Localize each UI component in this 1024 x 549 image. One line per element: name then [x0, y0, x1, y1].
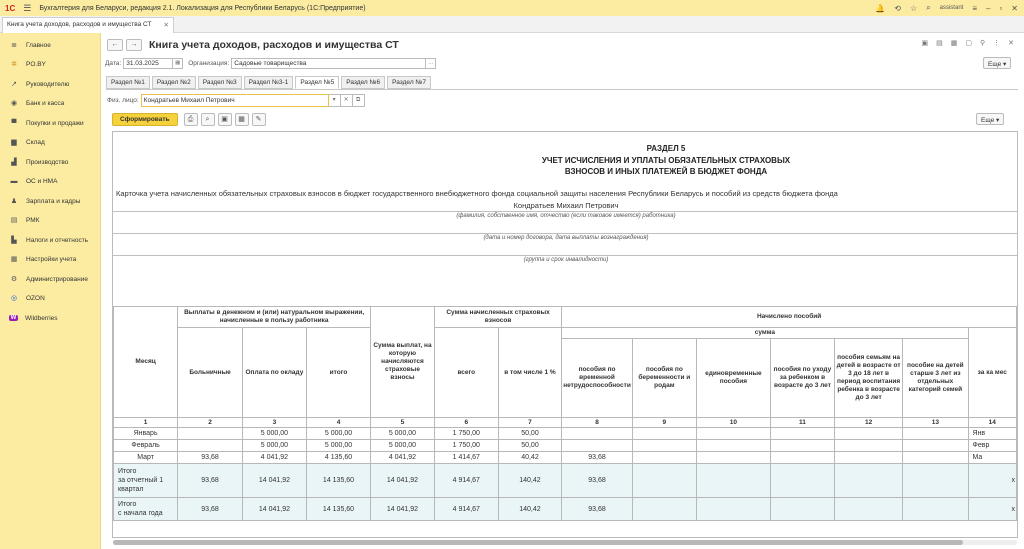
hdr-benefits: Начислено пособий: [562, 307, 1017, 328]
sidebar-item-label: РМК: [26, 216, 40, 224]
date-label: Дата:: [105, 59, 122, 67]
cell-tail: х: [968, 498, 1016, 521]
sidebar-item-warehouse[interactable]: [0, 133, 101, 151]
more-vert-icon[interactable]: ⋮: [993, 40, 1001, 47]
cell-tail: Ма: [968, 452, 1016, 464]
person-dropdown-icon[interactable]: ▾: [329, 94, 341, 107]
cell-empty: [696, 440, 770, 452]
cell-contrib: 1 750,00: [434, 440, 498, 452]
cell-empty: [696, 428, 770, 440]
cell-pct1: 50,00: [498, 440, 562, 452]
col-num: 12: [834, 418, 902, 428]
sidebar-item-wildberries[interactable]: [0, 309, 101, 327]
sidebar-item-production[interactable]: [0, 153, 101, 171]
sidebar-item-label: Покупки и продажи: [26, 119, 84, 127]
cell-empty: [903, 464, 968, 498]
cart-icon: ▀: [11, 119, 17, 127]
col-num: 8: [562, 418, 633, 428]
cell-total: 14 135,60: [306, 498, 370, 521]
hdr-b-family: пособия семьям на детей в возрасте от 3 до 18 лет в период воспитания ребенка в возрасте до 3 лет: [834, 339, 902, 418]
col-num: 5: [371, 418, 435, 428]
bell-icon[interactable]: 🔔: [875, 3, 886, 13]
cell-empty: [632, 452, 696, 464]
user-name[interactable]: assistant: [939, 5, 964, 11]
app-title: Бухгалтерия для Беларуси, редакция 2.1. Локализация для Республики Беларусь (1С:Предприятие): [39, 4, 366, 12]
hdr-contrib-all: всего: [434, 328, 498, 418]
cell-empty: [632, 498, 696, 521]
cell-empty: [632, 440, 696, 452]
sidebar-item-manager[interactable]: [0, 75, 101, 93]
preview-button[interactable]: ⌕: [201, 113, 215, 126]
cell-temp: 93,68: [562, 498, 633, 521]
hdr-b-once: единовременные пособия: [696, 339, 770, 418]
main-form: [101, 33, 1024, 549]
hdr-salary: Оплата по окладу: [242, 328, 306, 418]
sidebar-item-label: Администрирование: [26, 275, 88, 283]
total-label: Итого с начала года: [118, 501, 163, 517]
cell-empty: [770, 440, 834, 452]
chart-line-icon: ↗: [11, 81, 17, 88]
sidebar-item-label: ОС и НМА: [26, 177, 58, 185]
cell-temp: [562, 440, 633, 452]
star-icon[interactable]: ☆: [909, 3, 918, 13]
sidebar-item-label: Руководителю: [26, 80, 70, 88]
cell-total: 5 000,00: [306, 428, 370, 440]
cell-insured: 5 000,00: [371, 440, 435, 452]
sidebar-item-bank[interactable]: [0, 94, 101, 112]
card-person-name: Кондратьев Михаил Петрович: [513, 201, 619, 210]
hdr-contrib: Сумма начисленных страховых взносов: [434, 307, 561, 328]
hdr-month: Месяц: [114, 307, 178, 418]
card-description: Карточка учета начисленных обязательных страховых взносов в бюджет государственного внебюджетного фонда социальной защиты населения Республики Беларусь и пособий из средств бюджета фонда: [116, 189, 838, 198]
menu-icon: ≣: [11, 42, 17, 49]
admin-gear-icon: ⚙: [10, 276, 18, 283]
cell-total: 5 000,00: [306, 440, 370, 452]
col-num: 13: [903, 418, 968, 428]
cell-salary: 14 041,92: [242, 498, 306, 521]
sidebar-item-label: PO.BY: [26, 60, 46, 68]
cell-contrib: 1 750,00: [434, 428, 498, 440]
cell-empty: [770, 428, 834, 440]
report-title-3: ВЗНОСОВ И ИНЫХ ПЛАТЕЖЕЙ В БЮДЖЕТ ФОНДА: [564, 167, 768, 176]
cell-salary: 14 041,92: [242, 464, 306, 498]
cell-sick: [178, 440, 243, 452]
sidebar-item-label: Склад: [26, 138, 45, 146]
compare-icon[interactable]: ▢: [965, 40, 972, 47]
sidebar-item-purchases[interactable]: [0, 114, 101, 132]
cell-total: 14 135,60: [306, 464, 370, 498]
sidebar-item-label: Настройки учета: [26, 255, 77, 263]
cell-empty: [696, 498, 770, 521]
cell-empty: [632, 464, 696, 498]
cell-tail: х: [968, 464, 1016, 498]
cell-salary: 5 000,00: [242, 440, 306, 452]
cell-empty: [903, 428, 968, 440]
form-more-button[interactable]: Еще ▾: [983, 57, 1011, 69]
cell-total-label: [114, 464, 178, 498]
sidebar-item-label: Зарплата и кадры: [26, 197, 81, 205]
person-field[interactable]: Кондратьев Михаил Петрович: [141, 94, 329, 107]
col-num: 14: [968, 418, 1016, 428]
col-num: 6: [434, 418, 498, 428]
cell-total: 4 135,60: [306, 452, 370, 464]
tab-section-3-1[interactable]: Раздел №3-1: [244, 76, 294, 89]
cell-empty: [696, 452, 770, 464]
cell-insured: 5 000,00: [371, 428, 435, 440]
table-row: [114, 440, 1017, 452]
sidebar-item-label: Банк и касса: [26, 99, 65, 107]
total-row: [114, 464, 1017, 498]
link-icon[interactable]: ⚲: [979, 40, 986, 47]
cell-empty: [696, 464, 770, 498]
cell-empty: [770, 464, 834, 498]
report-more-label: Еще: [981, 117, 995, 124]
form-more-label: Еще: [988, 61, 1002, 68]
col-num: 4: [306, 418, 370, 428]
close-tab-icon[interactable]: ✕: [163, 22, 169, 29]
minimize-icon[interactable]: –: [986, 3, 991, 13]
cell-contrib: 4 914,67: [434, 498, 498, 521]
line-1: [113, 211, 1018, 212]
cell-empty: [834, 464, 902, 498]
cell-contrib: 4 914,67: [434, 464, 498, 498]
cell-sick: 93,68: [178, 452, 243, 464]
cell-empty: [834, 440, 902, 452]
save-report-button[interactable]: ▣: [218, 113, 232, 126]
history-icon[interactable]: ⟲: [894, 3, 901, 13]
line-3: [113, 255, 1018, 256]
cell-empty: [903, 452, 968, 464]
total-row: [114, 498, 1017, 521]
hdr-b-care3: пособия по уходу за ребенком в возрасте до 3 лет: [770, 339, 834, 418]
cell-empty: [834, 498, 902, 521]
cell-tail: Янв: [968, 428, 1016, 440]
cell-empty: [632, 428, 696, 440]
sidebar-item-main[interactable]: [0, 36, 101, 54]
sidebar-item-admin[interactable]: [0, 270, 101, 288]
hdr-b-preg: пособия по беременности и родам: [632, 339, 696, 418]
cell-contrib: 1 414,67: [434, 452, 498, 464]
cell-pct1: 50,00: [498, 428, 562, 440]
tab-section-3[interactable]: Раздел №3: [198, 76, 242, 89]
col-num: 7: [498, 418, 562, 428]
org-field[interactable]: Садовые товарищества: [231, 58, 426, 69]
settings-menu-icon[interactable]: ≡: [972, 3, 977, 13]
cell-temp: 93,68: [562, 464, 633, 498]
cell-tail: Февр: [968, 440, 1016, 452]
hdr-insured-sum: Сумма выплат, на которую начисляются страховые взносы: [371, 307, 435, 418]
cell-empty: [903, 440, 968, 452]
cell-total-label: [114, 498, 178, 521]
truck-icon: ▬: [10, 177, 18, 185]
sidebar-item-label: Wildberries: [25, 314, 58, 322]
cell-temp: [562, 428, 633, 440]
generate-button[interactable]: Сформировать: [112, 113, 178, 126]
sidebar-item-label: OZON: [26, 294, 45, 302]
col-num: 9: [632, 418, 696, 428]
hdr-total: итого: [306, 328, 370, 418]
report-more-button[interactable]: Еще ▾: [976, 113, 1004, 125]
sidebar-item-assets[interactable]: [0, 172, 101, 190]
hdr-sick: Больничные: [178, 328, 243, 418]
cell-sick: 93,68: [178, 464, 243, 498]
cell-month: Март: [114, 452, 178, 464]
col-num: 3: [242, 418, 306, 428]
horizontal-scrollbar[interactable]: [113, 540, 1017, 545]
cell-month: Январь: [114, 428, 178, 440]
table-row: [114, 428, 1017, 440]
hdr-contrib-1pct: в том числе 1 %: [498, 328, 562, 418]
cell-pct1: 40,42: [498, 452, 562, 464]
main-menu-icon[interactable]: ☰: [23, 2, 32, 13]
warehouse-icon: ▆: [11, 139, 17, 146]
search-icon[interactable]: ⌕: [926, 3, 931, 12]
people-icon: ♟: [10, 198, 18, 205]
person-open-icon[interactable]: ⧉: [353, 94, 365, 107]
cell-empty: [770, 498, 834, 521]
calendar-icon[interactable]: ▦: [173, 58, 183, 69]
col-num: 11: [770, 418, 834, 428]
tab-section-7[interactable]: Раздел №7: [387, 76, 431, 89]
title-bar: [0, 0, 1024, 16]
report-area: [112, 131, 1018, 538]
cell-temp: 93,68: [562, 452, 633, 464]
sidebar-item-label: Главное: [26, 41, 51, 49]
cell-insured: 14 041,92: [371, 498, 435, 521]
cell-empty: [834, 428, 902, 440]
save-icon[interactable]: ▤: [936, 40, 943, 47]
open-tab-label: Книга учета доходов, расходов и имущества СТ: [7, 21, 152, 28]
person-clear-icon[interactable]: ✕: [341, 94, 353, 107]
col-num: 1: [114, 418, 178, 428]
tab-section-6[interactable]: Раздел №6: [341, 76, 385, 89]
hdr-b-child3: пособие на детей старше 3 лет из отдельных категорий семей: [903, 339, 968, 418]
stamp-icon: ▙: [11, 237, 17, 244]
report-table: [113, 306, 1017, 521]
gear-icon: ✲: [11, 61, 17, 68]
hdr-cut-col: за ка мес: [968, 328, 1016, 418]
org-select-button[interactable]: …: [426, 58, 436, 69]
sidebar-item-label: Производство: [26, 158, 69, 166]
tabs-divider: [106, 89, 1018, 90]
back-button[interactable]: ←: [107, 39, 123, 51]
calc-icon[interactable]: ▦: [950, 40, 958, 47]
tab-section-1[interactable]: Раздел №1: [106, 76, 150, 89]
cell-empty: [834, 452, 902, 464]
form-title: Книга учета доходов, расходов и имущества СТ: [149, 39, 399, 51]
sidebar: [0, 33, 101, 549]
cell-pct1: 140,42: [498, 498, 562, 521]
cell-sick: 93,68: [178, 498, 243, 521]
tab-section-5[interactable]: Раздел №5: [295, 76, 339, 89]
caption-contract: (дата и номер договора, дата выплаты вознаграждения): [483, 235, 649, 241]
cell-insured: 14 041,92: [371, 464, 435, 498]
wildberries-icon: W: [10, 315, 17, 321]
hdr-payments: Выплаты в денежном и (или) натуральном выражении, начисленные в пользу работника: [178, 307, 371, 328]
scrollbar-thumb[interactable]: [113, 540, 963, 545]
section-tabs: [106, 76, 433, 89]
open-tab-book[interactable]: [2, 17, 174, 33]
table-view-button[interactable]: ▦: [235, 113, 249, 126]
app-logo: 1С: [5, 3, 16, 13]
cell-month: Февраль: [114, 440, 178, 452]
close-window-icon[interactable]: ✕: [1011, 3, 1018, 13]
report-title-1: РАЗДЕЛ 5: [646, 144, 686, 153]
person-label: Физ. лицо:: [107, 97, 139, 104]
edit-report-button[interactable]: ✎: [252, 113, 266, 126]
restore-icon[interactable]: ▫: [999, 3, 1003, 13]
hdr-b-temp: пособия по временной нетрудоспособности: [562, 339, 633, 418]
line-2: [113, 233, 1018, 234]
hdr-sum: сумма: [562, 328, 968, 339]
cell-salary: 4 041,92: [242, 452, 306, 464]
total-label: Итого за отчетный 1 квартал: [118, 468, 164, 493]
sidebar-item-label: Налоги и отчетность: [26, 236, 89, 244]
print-button[interactable]: ⎙: [184, 113, 198, 126]
caption-disability: (группа и срок инвалидности): [523, 257, 609, 263]
cell-sick: [178, 428, 243, 440]
factory-icon: ▟: [11, 159, 17, 166]
sidebar-item-rmk[interactable]: [0, 211, 101, 229]
cash-register-icon: ▤: [10, 217, 18, 224]
settings-icon: ▦: [10, 256, 18, 263]
sidebar-item-taxes[interactable]: [0, 231, 101, 249]
cell-empty: [903, 498, 968, 521]
cell-salary: 5 000,00: [242, 428, 306, 440]
date-field[interactable]: 31.03.2025: [123, 58, 173, 69]
ozon-icon: ◎: [10, 295, 18, 302]
caption-fio: (фамилия, собственное имя, отчество (если таковое имеется) работника): [456, 213, 676, 219]
sidebar-item-poby[interactable]: [0, 55, 101, 73]
cell-empty: [770, 452, 834, 464]
col-num: 10: [696, 418, 770, 428]
sidebar-item-ozon[interactable]: [0, 289, 101, 307]
org-label: Организация:: [188, 59, 230, 67]
table-row: [114, 452, 1017, 464]
tab-section-2[interactable]: Раздел №2: [152, 76, 196, 89]
col-num: 2: [178, 418, 243, 428]
cell-pct1: 140,42: [498, 464, 562, 498]
report-title-2: УЧЕТ ИСЧИСЛЕНИЯ И УПЛАТЫ ОБЯЗАТЕЛЬНЫХ СТРАХОВЫХ: [541, 156, 791, 165]
sidebar-item-settings[interactable]: [0, 250, 101, 268]
forward-button[interactable]: →: [126, 39, 142, 51]
sidebar-item-salary[interactable]: [0, 192, 101, 210]
close-form-icon[interactable]: ✕: [1008, 40, 1014, 47]
open-tabs-bar: [0, 16, 1024, 33]
print-icon[interactable]: ▣: [921, 40, 929, 47]
bank-icon: ◉: [10, 100, 18, 107]
cell-insured: 4 041,92: [371, 452, 435, 464]
